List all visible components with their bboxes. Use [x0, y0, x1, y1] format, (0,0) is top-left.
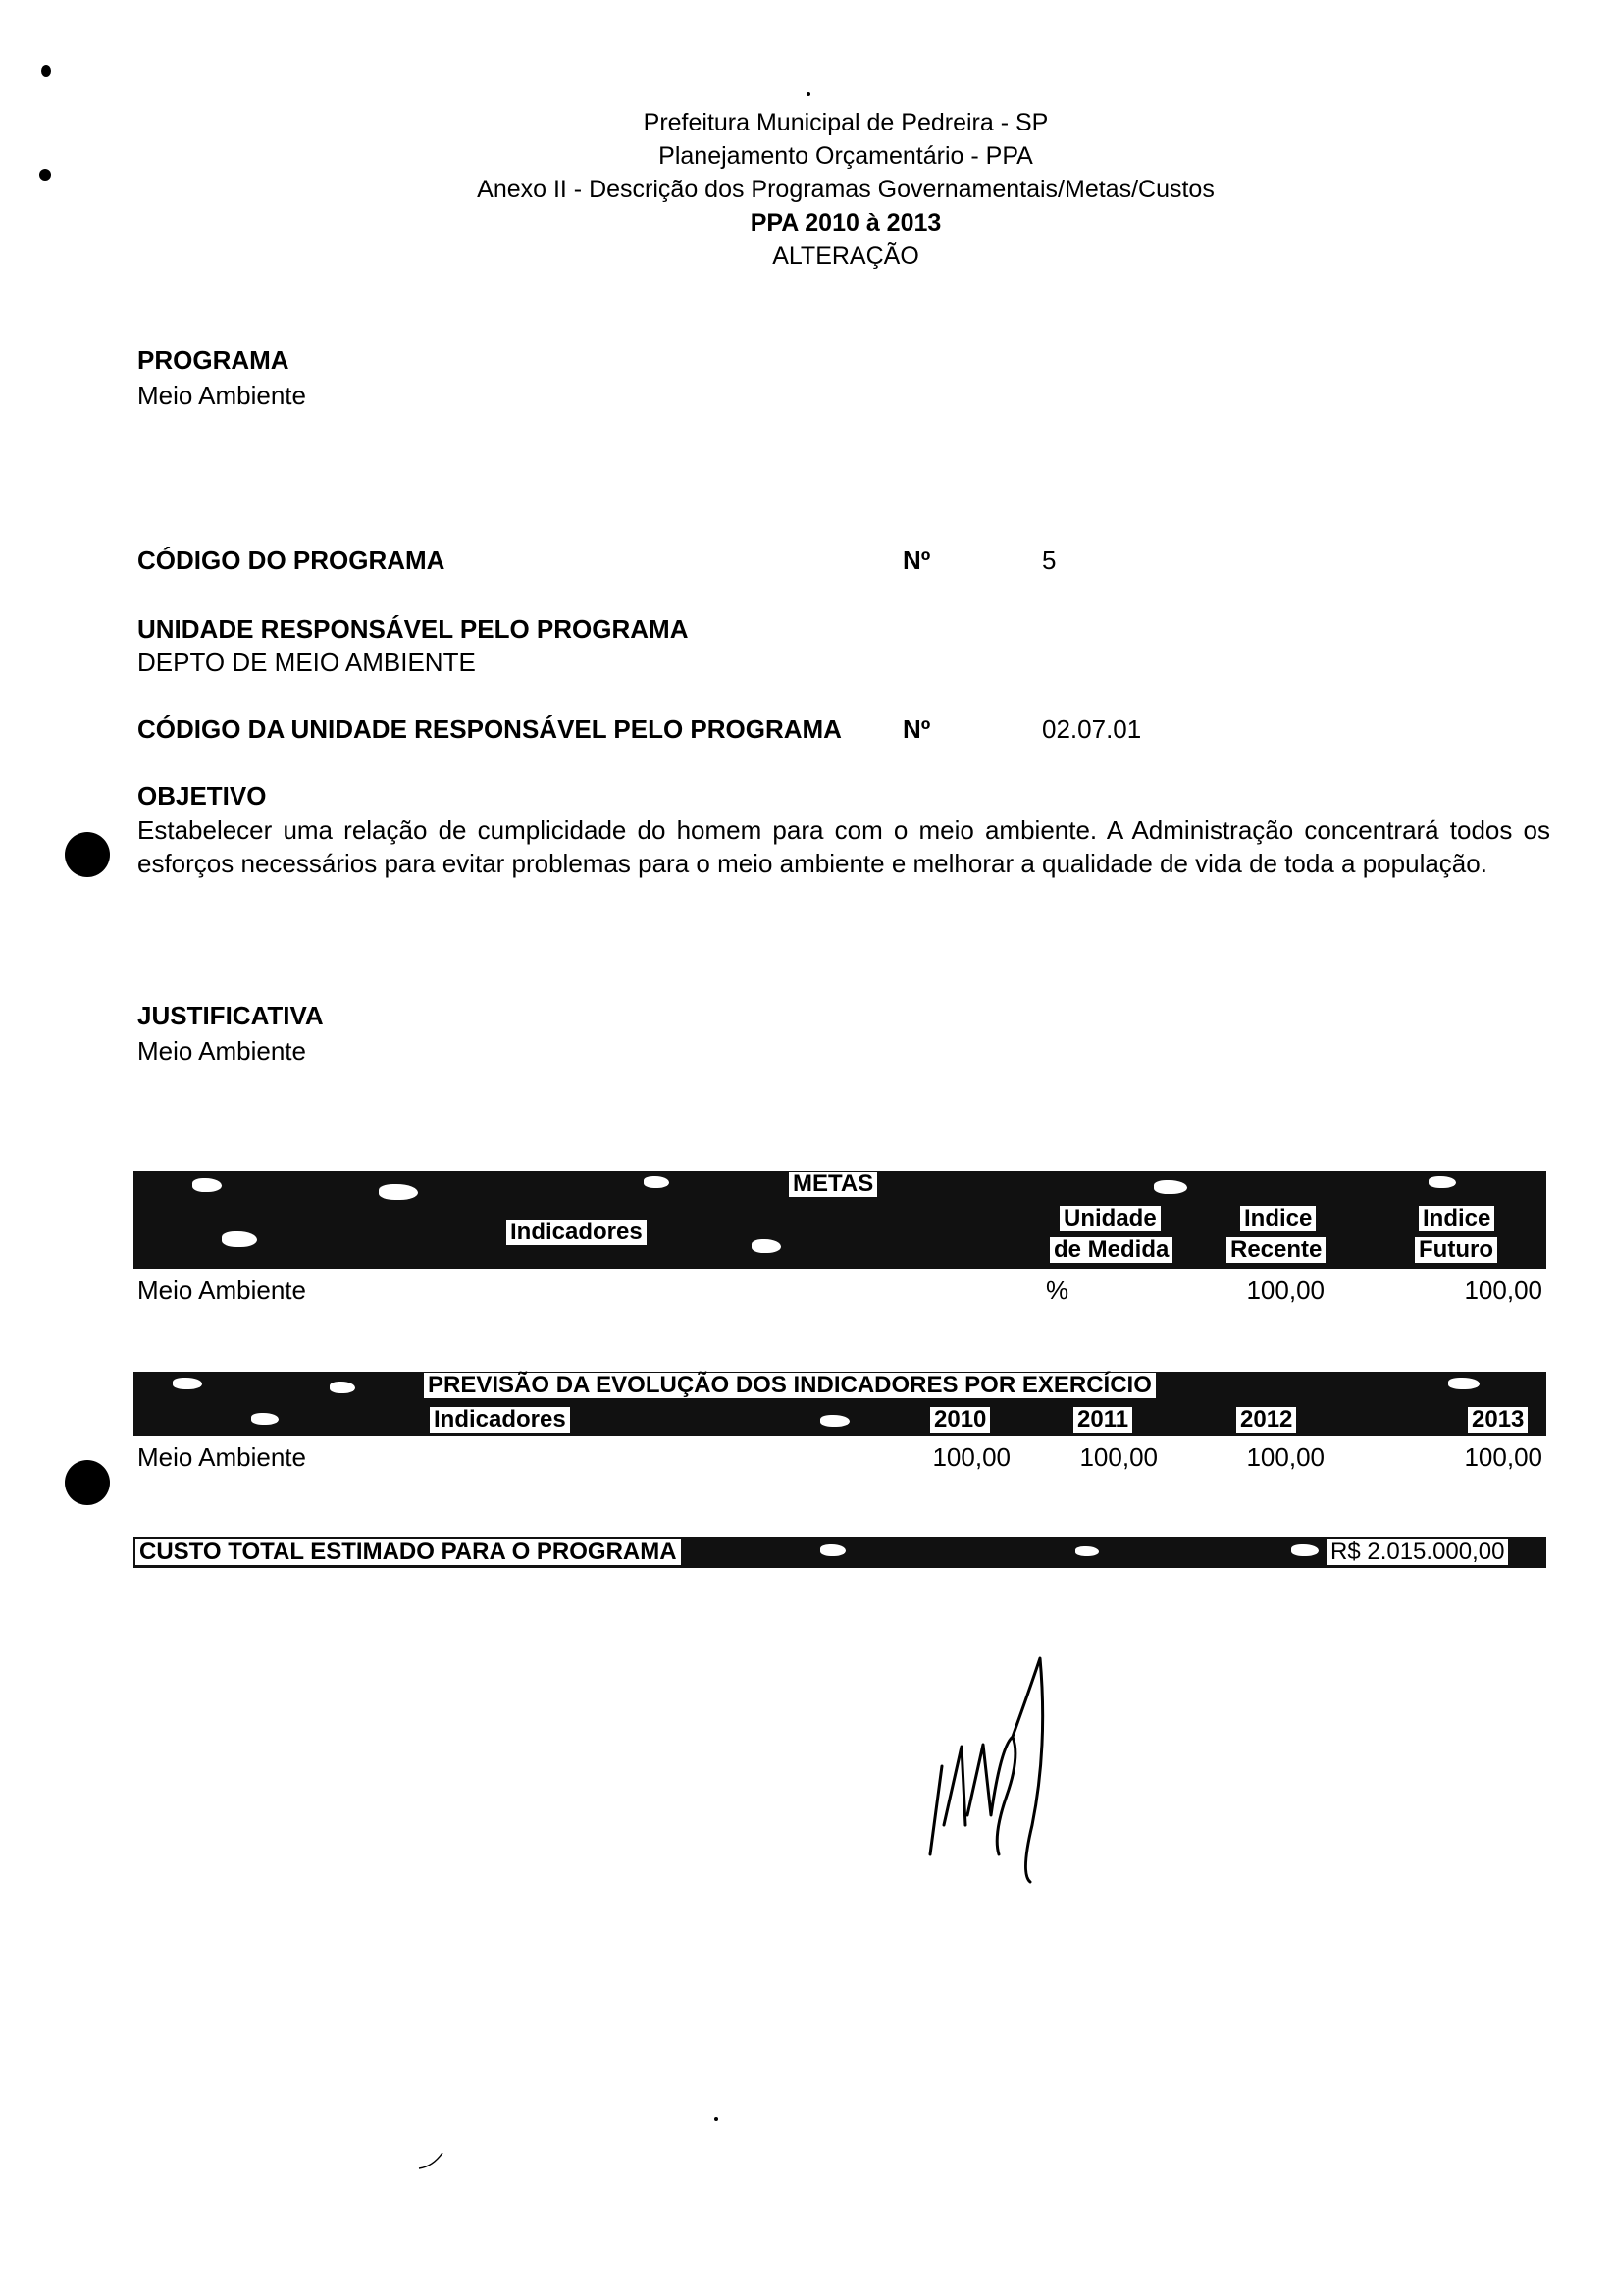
metas-row-indicador: Meio Ambiente — [137, 1276, 306, 1305]
previsao-col-2013: 2013 — [1468, 1407, 1528, 1433]
metas-col-indicadores: Indicadores — [506, 1220, 647, 1245]
custo-label: CUSTO TOTAL ESTIMADO PARA O PROGRAMA — [135, 1539, 681, 1565]
metas-col-futuro-2: Futuro — [1415, 1237, 1497, 1263]
objetivo-label: OBJETIVO — [137, 781, 267, 810]
header-municipality: Prefeitura Municipal de Pedreira - SP — [643, 109, 1049, 136]
previsao-col-2011: 2011 — [1073, 1407, 1132, 1433]
punch-hole-top — [65, 832, 110, 877]
codigo-programa-num-label: Nº — [903, 546, 931, 575]
previsao-col-indicadores: Indicadores — [430, 1407, 570, 1433]
previsao-header-bar — [133, 1372, 1546, 1436]
codigo-programa-label: CÓDIGO DO PROGRAMA — [137, 546, 445, 575]
handwritten-signature — [883, 1629, 1079, 1884]
previsao-col-2010: 2010 — [930, 1407, 990, 1433]
previsao-col-2012: 2012 — [1236, 1407, 1296, 1433]
header-annex: Anexo II - Descrição dos Programas Governamentais/Metas/Custos — [477, 176, 1215, 203]
document-header — [0, 106, 1613, 273]
punch-hole-bottom — [65, 1460, 110, 1505]
scan-speck — [806, 92, 810, 96]
scan-speck — [41, 65, 51, 77]
metas-col-recente-1: Indice — [1240, 1206, 1316, 1231]
custo-value: R$ 2.015.000,00 — [1327, 1539, 1508, 1565]
justificativa-value: Meio Ambiente — [137, 1036, 306, 1066]
previsao-title: PREVISÃO DA EVOLUÇÃO DOS INDICADORES POR EXERCÍCIO — [424, 1373, 1156, 1398]
unidade-label: UNIDADE RESPONSÁVEL PELO PROGRAMA — [137, 614, 689, 644]
header-period: PPA 2010 à 2013 — [750, 209, 942, 236]
programa-value: Meio Ambiente — [137, 381, 306, 410]
metas-col-unidade-2: de Medida — [1050, 1237, 1172, 1263]
metas-header-bar — [133, 1171, 1546, 1269]
custo-bar — [133, 1537, 1546, 1568]
scan-speck — [714, 2117, 718, 2121]
previsao-row-2011: 100,00 — [1079, 1442, 1158, 1472]
header-alteracao: ALTERAÇÃO — [772, 242, 919, 270]
metas-col-futuro-1: Indice — [1419, 1206, 1494, 1231]
header-planning: Planejamento Orçamentário - PPA — [658, 142, 1033, 170]
objetivo-text: Estabelecer uma relação de cumplicidade do homem para com o meio ambiente. A Administração concentrará todos os esforços necessários para evitar problemas para o meio ambiente e melhorar a qualidade de vida de toda a população. — [137, 815, 1550, 878]
metas-row-recente: 100,00 — [1246, 1276, 1325, 1305]
previsao-row-2010: 100,00 — [932, 1442, 1011, 1472]
metas-col-recente-2: Recente — [1226, 1237, 1326, 1263]
metas-col-unidade-1: Unidade — [1060, 1206, 1161, 1231]
metas-row-unidade: % — [1046, 1276, 1069, 1305]
unidade-value: DEPTO DE MEIO AMBIENTE — [137, 648, 476, 677]
codigo-unidade-num-label: Nº — [903, 714, 931, 744]
pen-mark — [417, 2149, 446, 2172]
metas-row-futuro: 100,00 — [1464, 1276, 1542, 1305]
previsao-row-2013: 100,00 — [1464, 1442, 1542, 1472]
scan-speck — [39, 169, 51, 181]
codigo-unidade-label: CÓDIGO DA UNIDADE RESPONSÁVEL PELO PROGRAMA — [137, 714, 842, 744]
metas-title: METAS — [789, 1172, 877, 1197]
justificativa-label: JUSTIFICATIVA — [137, 1001, 324, 1030]
previsao-row-indicador: Meio Ambiente — [137, 1442, 306, 1472]
programa-label: PROGRAMA — [137, 345, 289, 375]
previsao-row-2012: 100,00 — [1246, 1442, 1325, 1472]
codigo-unidade-value: 02.07.01 — [1042, 714, 1142, 744]
codigo-programa-value: 5 — [1042, 546, 1057, 575]
